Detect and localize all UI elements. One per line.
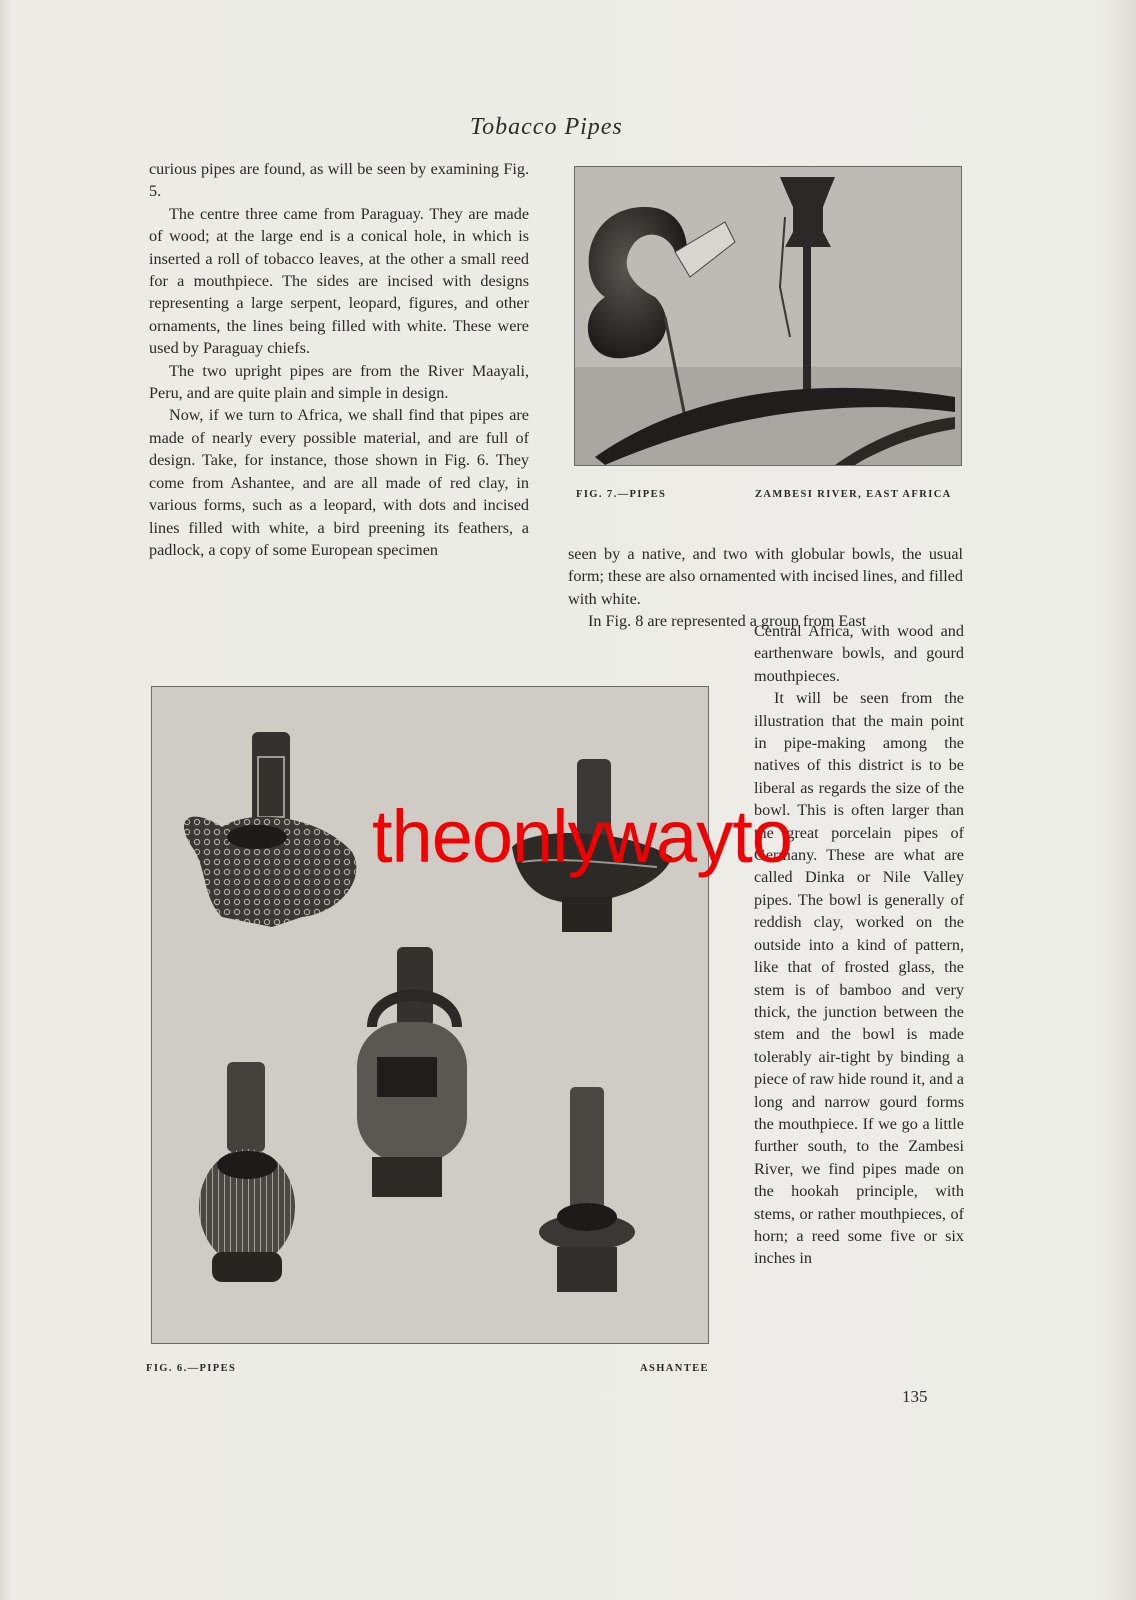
watermark-text: theonlywayto	[372, 795, 792, 878]
figure-7-photo	[574, 166, 962, 466]
paragraph: curious pipes are found, as will be seen by examining Fig. 5.	[149, 160, 529, 201]
figure-6-illustration	[152, 687, 708, 1343]
figure-6-caption: FIG. 6.—PIPES	[146, 1363, 237, 1374]
paragraph: seen by a native, and two with globular bowls, the usual form; these are also ornamented with incised lines, and filled with white.	[568, 545, 963, 608]
text-column-right-narrow	[754, 620, 964, 1270]
figure-6-photo	[151, 686, 709, 1344]
figure-7-location: ZAMBESI RIVER, EAST AFRICA	[755, 489, 952, 500]
figure-7-illustration	[575, 167, 961, 465]
paragraph: Central Africa, with wood and earthenware bowls, and gourd mouthpieces.	[754, 622, 964, 685]
text-column-left	[149, 158, 529, 561]
paragraph: The centre three came from Paraguay. They are made of wood; at the large end is a conical hole, in which is inserted a roll of tobacco leaves, at the other a small reed for a mouthpiece. The sides are incised with designs representing a large serpent, leopard, figures, and other ornaments, the lines being filled with white. These were used by Paraguay chiefs.	[149, 204, 529, 358]
paragraph: In Fig. 8 are represented a group from East	[588, 612, 867, 631]
figure-7-caption: FIG. 7.—PIPES	[576, 489, 667, 500]
paragraph: It will be seen from the illustration that the main point in pipe-making among the natives of this district is to be liberal as regards the size of the bowl. This is often larger than the great porcelain pipes of Germany. These are what are called Dinka or Nile Valley pipes. The bowl is generally of reddish clay, worked on the outside into a kind of pattern, like that of frosted glass, the stem is of bamboo and very thick, the junction between the stem and the bowl is made tolerably air-tight by binding a piece of raw hide round it, and a long and narrow gourd forms the mouthpiece. If we go a little further south, to the Zambesi River, we find pipes made on the hookah principle, with stems, or rather mouthpieces, of horn; a reed some five or six inches in	[754, 689, 964, 1268]
page-number: 135	[902, 1387, 928, 1406]
paragraph: Now, if we turn to Africa, we shall find that pipes are made of nearly every possible material, and are full of design. Take, for instance, those shown in Fig. 6. They come from Ashantee, and are all made of red clay, in various forms, such as a leopard, with dots and incised lines filled with white, a bird preening its feathers, a padlock, a copy of some European specimen	[149, 406, 529, 559]
figure-6-location: ASHANTEE	[640, 1363, 709, 1374]
running-head: Tobacco Pipes	[470, 114, 623, 140]
paragraph: The two upright pipes are from the River Maayali, Peru, and are quite plain and simple in design.	[149, 361, 529, 403]
